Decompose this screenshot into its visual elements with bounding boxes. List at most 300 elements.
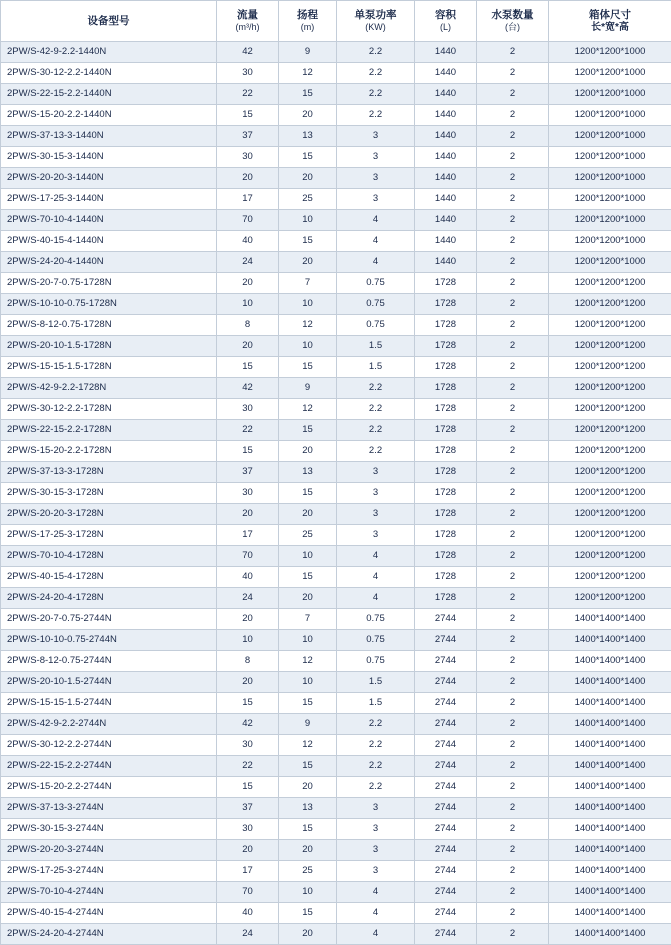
cell-pumps: 2 [477, 567, 549, 588]
cell-flow: 42 [217, 714, 279, 735]
cell-pumps: 2 [477, 840, 549, 861]
cell-power: 4 [337, 567, 415, 588]
cell-pumps: 2 [477, 357, 549, 378]
cell-power: 2.2 [337, 714, 415, 735]
table-row [1, 294, 671, 315]
column-header-pumps [477, 1, 549, 42]
cell-power: 3 [337, 798, 415, 819]
cell-pumps: 2 [477, 588, 549, 609]
cell-power: 3 [337, 819, 415, 840]
cell-pumps: 2 [477, 273, 549, 294]
cell-power: 2.2 [337, 42, 415, 63]
cell-flow: 40 [217, 903, 279, 924]
table-row [1, 630, 671, 651]
cell-dimension: 1400*1400*1400 [549, 924, 671, 945]
cell-flow: 22 [217, 420, 279, 441]
cell-pumps: 2 [477, 441, 549, 462]
cell-flow: 30 [217, 399, 279, 420]
cell-flow: 22 [217, 756, 279, 777]
cell-pumps: 2 [477, 105, 549, 126]
cell-power: 4 [337, 252, 415, 273]
cell-power: 2.2 [337, 756, 415, 777]
column-header-pumps-unit: (台) [477, 22, 548, 32]
cell-model: 2PW/S-20-10-1.5-2744N [1, 672, 217, 693]
cell-model: 2PW/S-24-20-4-2744N [1, 924, 217, 945]
cell-flow: 8 [217, 315, 279, 336]
cell-flow: 70 [217, 546, 279, 567]
cell-head: 20 [279, 441, 337, 462]
table-row [1, 420, 671, 441]
cell-volume: 2744 [415, 840, 477, 861]
cell-pumps: 2 [477, 483, 549, 504]
cell-power: 1.5 [337, 357, 415, 378]
cell-power: 3 [337, 861, 415, 882]
cell-head: 12 [279, 735, 337, 756]
cell-model: 2PW/S-20-10-1.5-1728N [1, 336, 217, 357]
cell-power: 2.2 [337, 84, 415, 105]
cell-flow: 30 [217, 735, 279, 756]
cell-head: 12 [279, 315, 337, 336]
table-row [1, 777, 671, 798]
cell-model: 2PW/S-20-20-3-2744N [1, 840, 217, 861]
cell-volume: 1440 [415, 126, 477, 147]
cell-pumps: 2 [477, 735, 549, 756]
cell-power: 3 [337, 189, 415, 210]
cell-volume: 1728 [415, 273, 477, 294]
cell-pumps: 2 [477, 210, 549, 231]
cell-dimension: 1200*1200*1000 [549, 189, 671, 210]
cell-flow: 10 [217, 294, 279, 315]
column-header-pumps-label: 水泵数量 [492, 9, 534, 21]
cell-flow: 42 [217, 42, 279, 63]
cell-volume: 1728 [415, 315, 477, 336]
cell-dimension: 1400*1400*1400 [549, 672, 671, 693]
table-row [1, 378, 671, 399]
table-row [1, 819, 671, 840]
cell-flow: 22 [217, 84, 279, 105]
cell-pumps: 2 [477, 189, 549, 210]
column-header-model [1, 1, 217, 42]
cell-model: 2PW/S-17-25-3-2744N [1, 861, 217, 882]
cell-head: 10 [279, 546, 337, 567]
cell-flow: 17 [217, 525, 279, 546]
cell-head: 12 [279, 651, 337, 672]
cell-model: 2PW/S-24-20-4-1728N [1, 588, 217, 609]
cell-volume: 1728 [415, 357, 477, 378]
cell-head: 15 [279, 819, 337, 840]
cell-volume: 1728 [415, 399, 477, 420]
cell-head: 13 [279, 126, 337, 147]
cell-volume: 1728 [415, 336, 477, 357]
cell-head: 25 [279, 861, 337, 882]
cell-dimension: 1200*1200*1000 [549, 147, 671, 168]
cell-head: 20 [279, 777, 337, 798]
cell-model: 2PW/S-40-15-4-1440N [1, 231, 217, 252]
cell-volume: 1440 [415, 210, 477, 231]
cell-model: 2PW/S-10-10-0.75-1728N [1, 294, 217, 315]
cell-model: 2PW/S-20-20-3-1440N [1, 168, 217, 189]
cell-head: 15 [279, 483, 337, 504]
table-row [1, 441, 671, 462]
cell-dimension: 1200*1200*1000 [549, 42, 671, 63]
cell-head: 10 [279, 672, 337, 693]
cell-head: 10 [279, 294, 337, 315]
cell-model: 2PW/S-30-12-2.2-1728N [1, 399, 217, 420]
column-header-head [279, 1, 337, 42]
cell-dimension: 1200*1200*1200 [549, 504, 671, 525]
cell-head: 25 [279, 189, 337, 210]
cell-volume: 2744 [415, 693, 477, 714]
cell-volume: 1440 [415, 84, 477, 105]
cell-dimension: 1200*1200*1000 [549, 105, 671, 126]
cell-dimension: 1200*1200*1200 [549, 525, 671, 546]
table-row [1, 462, 671, 483]
cell-head: 10 [279, 630, 337, 651]
cell-power: 3 [337, 462, 415, 483]
cell-pumps: 2 [477, 903, 549, 924]
cell-dimension: 1400*1400*1400 [549, 735, 671, 756]
cell-model: 2PW/S-42-9-2.2-2744N [1, 714, 217, 735]
cell-power: 3 [337, 147, 415, 168]
cell-pumps: 2 [477, 609, 549, 630]
cell-flow: 37 [217, 462, 279, 483]
cell-power: 4 [337, 882, 415, 903]
cell-volume: 2744 [415, 882, 477, 903]
cell-pumps: 2 [477, 672, 549, 693]
cell-flow: 15 [217, 693, 279, 714]
cell-volume: 2744 [415, 609, 477, 630]
cell-flow: 17 [217, 189, 279, 210]
cell-model: 2PW/S-15-20-2.2-2744N [1, 777, 217, 798]
cell-flow: 40 [217, 231, 279, 252]
cell-model: 2PW/S-15-20-2.2-1728N [1, 441, 217, 462]
cell-pumps: 2 [477, 378, 549, 399]
cell-power: 3 [337, 525, 415, 546]
table-row [1, 399, 671, 420]
cell-dimension: 1400*1400*1400 [549, 882, 671, 903]
cell-head: 9 [279, 42, 337, 63]
cell-power: 2.2 [337, 105, 415, 126]
cell-head: 20 [279, 924, 337, 945]
cell-pumps: 2 [477, 84, 549, 105]
table-row [1, 252, 671, 273]
cell-volume: 1728 [415, 441, 477, 462]
cell-pumps: 2 [477, 231, 549, 252]
table-row [1, 42, 671, 63]
cell-volume: 1440 [415, 63, 477, 84]
cell-model: 2PW/S-20-20-3-1728N [1, 504, 217, 525]
cell-model: 2PW/S-22-15-2.2-1440N [1, 84, 217, 105]
table-row [1, 693, 671, 714]
cell-power: 3 [337, 126, 415, 147]
column-header-dimension-sub: 长*宽*高 [549, 22, 671, 34]
cell-model: 2PW/S-20-7-0.75-2744N [1, 609, 217, 630]
cell-dimension: 1200*1200*1200 [549, 441, 671, 462]
cell-pumps: 2 [477, 462, 549, 483]
cell-model: 2PW/S-40-15-4-1728N [1, 567, 217, 588]
cell-volume: 2744 [415, 714, 477, 735]
cell-model: 2PW/S-8-12-0.75-1728N [1, 315, 217, 336]
column-header-power [337, 1, 415, 42]
cell-model: 2PW/S-24-20-4-1440N [1, 252, 217, 273]
cell-pumps: 2 [477, 819, 549, 840]
cell-pumps: 2 [477, 336, 549, 357]
cell-head: 9 [279, 714, 337, 735]
cell-model: 2PW/S-70-10-4-1440N [1, 210, 217, 231]
cell-flow: 20 [217, 609, 279, 630]
cell-model: 2PW/S-10-10-0.75-2744N [1, 630, 217, 651]
cell-dimension: 1200*1200*1200 [549, 483, 671, 504]
cell-power: 2.2 [337, 378, 415, 399]
cell-flow: 20 [217, 168, 279, 189]
cell-power: 2.2 [337, 735, 415, 756]
cell-volume: 1440 [415, 147, 477, 168]
cell-head: 20 [279, 840, 337, 861]
column-header-power-label: 单泵功率 [355, 9, 397, 21]
table-row [1, 861, 671, 882]
cell-dimension: 1400*1400*1400 [549, 609, 671, 630]
cell-head: 20 [279, 105, 337, 126]
cell-head: 15 [279, 357, 337, 378]
cell-model: 2PW/S-20-7-0.75-1728N [1, 273, 217, 294]
cell-head: 15 [279, 420, 337, 441]
cell-volume: 2744 [415, 861, 477, 882]
cell-head: 15 [279, 903, 337, 924]
cell-volume: 1440 [415, 189, 477, 210]
cell-pumps: 2 [477, 798, 549, 819]
cell-pumps: 2 [477, 924, 549, 945]
cell-model: 2PW/S-30-15-3-1440N [1, 147, 217, 168]
column-header-volume-label: 容积 [435, 9, 456, 21]
cell-power: 0.75 [337, 273, 415, 294]
table-row [1, 168, 671, 189]
cell-dimension: 1200*1200*1000 [549, 231, 671, 252]
table-row [1, 84, 671, 105]
cell-pumps: 2 [477, 168, 549, 189]
cell-power: 4 [337, 903, 415, 924]
cell-volume: 2744 [415, 903, 477, 924]
cell-model: 2PW/S-15-15-1.5-1728N [1, 357, 217, 378]
table-row [1, 483, 671, 504]
cell-flow: 30 [217, 147, 279, 168]
cell-flow: 15 [217, 441, 279, 462]
cell-flow: 30 [217, 63, 279, 84]
cell-volume: 2744 [415, 777, 477, 798]
cell-dimension: 1200*1200*1000 [549, 168, 671, 189]
cell-flow: 24 [217, 252, 279, 273]
cell-head: 20 [279, 252, 337, 273]
cell-pumps: 2 [477, 42, 549, 63]
cell-dimension: 1200*1200*1200 [549, 273, 671, 294]
cell-flow: 24 [217, 924, 279, 945]
cell-power: 1.5 [337, 693, 415, 714]
cell-dimension: 1400*1400*1400 [549, 756, 671, 777]
cell-dimension: 1200*1200*1200 [549, 357, 671, 378]
cell-dimension: 1400*1400*1400 [549, 903, 671, 924]
cell-volume: 2744 [415, 756, 477, 777]
cell-model: 2PW/S-30-12-2.2-2744N [1, 735, 217, 756]
cell-model: 2PW/S-30-12-2.2-1440N [1, 63, 217, 84]
cell-power: 2.2 [337, 420, 415, 441]
cell-power: 1.5 [337, 672, 415, 693]
cell-dimension: 1200*1200*1200 [549, 588, 671, 609]
cell-model: 2PW/S-22-15-2.2-2744N [1, 756, 217, 777]
cell-volume: 1728 [415, 462, 477, 483]
cell-volume: 1728 [415, 504, 477, 525]
cell-head: 7 [279, 609, 337, 630]
cell-flow: 24 [217, 588, 279, 609]
cell-model: 2PW/S-22-15-2.2-1728N [1, 420, 217, 441]
cell-head: 15 [279, 147, 337, 168]
cell-head: 13 [279, 798, 337, 819]
cell-head: 15 [279, 231, 337, 252]
cell-dimension: 1400*1400*1400 [549, 840, 671, 861]
cell-flow: 30 [217, 819, 279, 840]
cell-volume: 2744 [415, 924, 477, 945]
cell-model: 2PW/S-37-13-3-1440N [1, 126, 217, 147]
cell-power: 4 [337, 546, 415, 567]
table-row [1, 651, 671, 672]
cell-volume: 2744 [415, 630, 477, 651]
cell-flow: 10 [217, 630, 279, 651]
table-row [1, 357, 671, 378]
cell-dimension: 1200*1200*1200 [549, 399, 671, 420]
cell-power: 0.75 [337, 651, 415, 672]
cell-power: 2.2 [337, 63, 415, 84]
cell-volume: 1728 [415, 420, 477, 441]
table-row [1, 672, 671, 693]
cell-pumps: 2 [477, 525, 549, 546]
cell-dimension: 1200*1200*1000 [549, 126, 671, 147]
cell-dimension: 1400*1400*1400 [549, 861, 671, 882]
cell-volume: 1440 [415, 105, 477, 126]
cell-head: 25 [279, 525, 337, 546]
column-header-flow [217, 1, 279, 42]
cell-flow: 20 [217, 273, 279, 294]
table-row [1, 336, 671, 357]
cell-pumps: 2 [477, 315, 549, 336]
table-row [1, 882, 671, 903]
cell-volume: 1728 [415, 546, 477, 567]
cell-volume: 1728 [415, 294, 477, 315]
column-header-dimension [549, 1, 671, 42]
cell-head: 7 [279, 273, 337, 294]
cell-dimension: 1200*1200*1200 [549, 294, 671, 315]
cell-model: 2PW/S-37-13-3-1728N [1, 462, 217, 483]
cell-dimension: 1200*1200*1000 [549, 252, 671, 273]
cell-volume: 2744 [415, 651, 477, 672]
cell-dimension: 1200*1200*1200 [549, 546, 671, 567]
table-row [1, 210, 671, 231]
cell-dimension: 1200*1200*1000 [549, 210, 671, 231]
cell-model: 2PW/S-15-20-2.2-1440N [1, 105, 217, 126]
cell-model: 2PW/S-17-25-3-1728N [1, 525, 217, 546]
cell-power: 4 [337, 231, 415, 252]
cell-dimension: 1200*1200*1200 [549, 378, 671, 399]
cell-pumps: 2 [477, 882, 549, 903]
cell-head: 20 [279, 168, 337, 189]
cell-flow: 20 [217, 840, 279, 861]
cell-pumps: 2 [477, 252, 549, 273]
cell-power: 0.75 [337, 294, 415, 315]
cell-power: 2.2 [337, 441, 415, 462]
cell-pumps: 2 [477, 630, 549, 651]
cell-head: 10 [279, 336, 337, 357]
table-row [1, 609, 671, 630]
cell-volume: 1440 [415, 252, 477, 273]
cell-model: 2PW/S-70-10-4-1728N [1, 546, 217, 567]
cell-model: 2PW/S-42-9-2.2-1440N [1, 42, 217, 63]
cell-pumps: 2 [477, 126, 549, 147]
table-row [1, 504, 671, 525]
cell-volume: 1728 [415, 588, 477, 609]
cell-head: 15 [279, 693, 337, 714]
cell-power: 2.2 [337, 777, 415, 798]
table-row [1, 924, 671, 945]
cell-power: 4 [337, 924, 415, 945]
cell-volume: 1440 [415, 42, 477, 63]
cell-head: 13 [279, 462, 337, 483]
cell-pumps: 2 [477, 651, 549, 672]
cell-head: 10 [279, 882, 337, 903]
cell-pumps: 2 [477, 420, 549, 441]
cell-pumps: 2 [477, 861, 549, 882]
cell-model: 2PW/S-30-15-3-2744N [1, 819, 217, 840]
cell-power: 0.75 [337, 315, 415, 336]
cell-volume: 2744 [415, 735, 477, 756]
cell-pumps: 2 [477, 63, 549, 84]
cell-pumps: 2 [477, 756, 549, 777]
cell-volume: 2744 [415, 819, 477, 840]
cell-flow: 8 [217, 651, 279, 672]
cell-head: 12 [279, 63, 337, 84]
cell-head: 12 [279, 399, 337, 420]
cell-model: 2PW/S-42-9-2.2-1728N [1, 378, 217, 399]
cell-volume: 1440 [415, 168, 477, 189]
cell-power: 3 [337, 168, 415, 189]
cell-volume: 2744 [415, 672, 477, 693]
column-header-head-unit: (m) [279, 22, 336, 32]
cell-pumps: 2 [477, 294, 549, 315]
column-header-flow-label: 流量 [237, 9, 258, 21]
cell-flow: 20 [217, 336, 279, 357]
cell-power: 3 [337, 504, 415, 525]
cell-volume: 1728 [415, 378, 477, 399]
cell-volume: 1728 [415, 567, 477, 588]
column-header-flow-unit: (m³/h) [217, 22, 278, 32]
cell-head: 15 [279, 567, 337, 588]
table-row [1, 546, 671, 567]
cell-head: 15 [279, 84, 337, 105]
cell-dimension: 1400*1400*1400 [549, 630, 671, 651]
cell-pumps: 2 [477, 693, 549, 714]
column-header-volume [415, 1, 477, 42]
cell-volume: 1440 [415, 231, 477, 252]
cell-pumps: 2 [477, 147, 549, 168]
cell-volume: 1728 [415, 525, 477, 546]
cell-head: 20 [279, 588, 337, 609]
cell-flow: 70 [217, 210, 279, 231]
table-row [1, 798, 671, 819]
table-row [1, 903, 671, 924]
table-header [1, 1, 671, 42]
cell-model: 2PW/S-17-25-3-1440N [1, 189, 217, 210]
cell-pumps: 2 [477, 714, 549, 735]
cell-power: 3 [337, 483, 415, 504]
column-header-dimension-label: 箱体尺寸 [589, 9, 631, 21]
table-row [1, 147, 671, 168]
column-header-volume-unit: (L) [415, 22, 476, 32]
